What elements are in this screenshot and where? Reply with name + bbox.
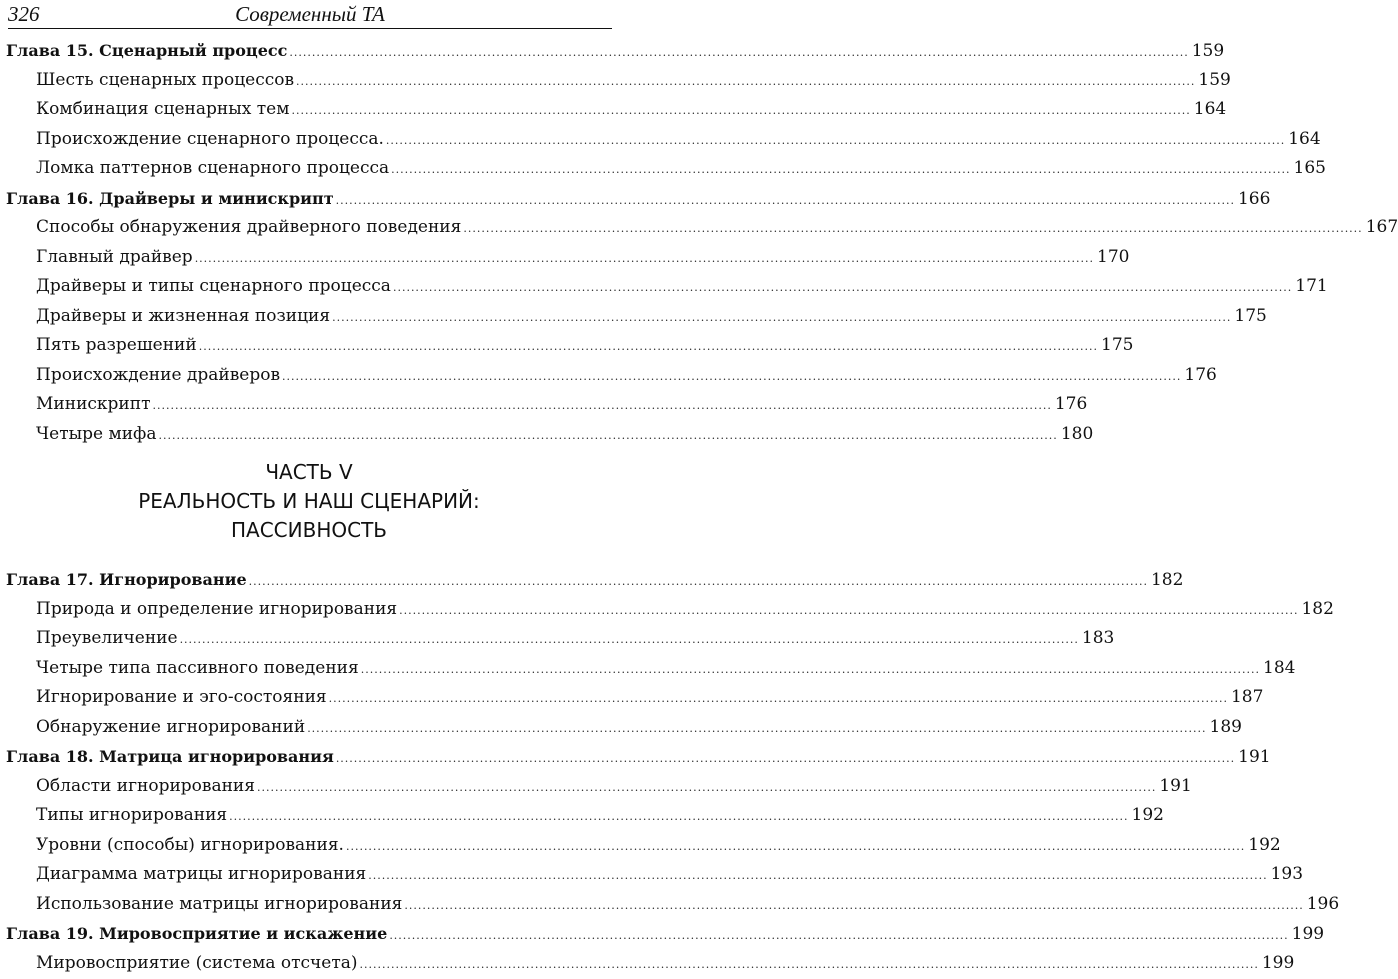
toc-entry-title: Драйверы и типы сценарного процесса xyxy=(6,272,391,302)
toc-page-number: 182 xyxy=(1151,566,1183,596)
toc-page-number: 159 xyxy=(1192,37,1224,67)
toc-page-number: 171 xyxy=(1295,272,1327,302)
toc-entry-title: Глава 17. Игнорирование xyxy=(6,565,247,595)
toc-entry-title: Четыре мифа xyxy=(6,420,156,450)
toc-dot-leader: ........................................................................................................................................................................................................ xyxy=(249,567,1148,597)
toc-dot-leader: ........................................................................................................................................................................................................ xyxy=(386,126,1285,156)
toc-entry-title: Уровни (способы) игнорирования. xyxy=(6,831,344,861)
toc-section-entry xyxy=(6,831,612,861)
toc-entry-title: Минискрипт xyxy=(6,390,151,420)
toc-block-part4 xyxy=(6,36,612,449)
toc-section-entry xyxy=(6,772,612,802)
toc-page-number: 167 xyxy=(1366,213,1398,243)
toc-entry-title: Главный драйвер xyxy=(6,243,193,273)
toc-section-entry xyxy=(6,243,612,273)
toc-section-entry xyxy=(6,595,612,625)
page-number: 326 xyxy=(8,2,40,27)
toc-entry-title: Диаграмма матрицы игнорирования xyxy=(6,860,366,890)
toc-page-number: 166 xyxy=(1238,185,1270,215)
toc-entry-title: Ломка паттернов сценарного процесса xyxy=(6,154,389,184)
toc-dot-leader: ........................................................................................................................................................................................................ xyxy=(195,244,1094,274)
toc-dot-leader: ........................................................................................................................................................................................................ xyxy=(336,744,1235,774)
toc-dot-leader: ........................................................................................................................................................................................................ xyxy=(329,684,1228,714)
toc-page-number: 193 xyxy=(1271,860,1303,890)
toc-entry-title: Происхождение сценарного процесса. xyxy=(6,125,384,155)
toc-dot-leader: ........................................................................................................................................................................................................ xyxy=(158,421,1057,451)
toc-page-number: 182 xyxy=(1301,595,1333,625)
toc-entry-title: Четыре типа пассивного поведения xyxy=(6,654,359,684)
toc-chapter-entry xyxy=(6,742,612,772)
toc-entry-title: Мировосприятие (система отсчета) xyxy=(6,949,358,979)
toc-page-number: 199 xyxy=(1292,920,1324,950)
toc-page-number: 189 xyxy=(1210,713,1242,743)
toc-dot-leader: ........................................................................................................................................................................................................ xyxy=(257,773,1156,803)
toc-dot-leader: ........................................................................................................................................................................................................ xyxy=(391,155,1290,185)
toc-section-entry xyxy=(6,860,612,890)
toc-section-entry xyxy=(6,66,612,96)
toc-dot-leader: ........................................................................................................................................................................................................ xyxy=(389,921,1288,951)
toc-section-entry xyxy=(6,890,612,920)
toc-section-entry xyxy=(6,713,612,743)
toc-entry-title: Способы обнаружения драйверного поведения xyxy=(6,213,461,243)
toc-entry-title: Глава 15. Сценарный процесс xyxy=(6,36,287,66)
toc-section-entry xyxy=(6,654,612,684)
toc-page-number: 180 xyxy=(1061,420,1093,450)
toc-dot-leader: ........................................................................................................................................................................................................ xyxy=(229,802,1128,832)
toc-block-part5 xyxy=(6,565,612,978)
toc-entry-title: Пять разрешений xyxy=(6,331,197,361)
toc-dot-leader: ........................................................................................................................................................................................................ xyxy=(296,67,1195,97)
toc-dot-leader: ........................................................................................................................................................................................................ xyxy=(404,891,1303,921)
toc-page-number: 191 xyxy=(1238,743,1270,773)
toc-page-number: 176 xyxy=(1184,361,1216,391)
toc-dot-leader: ........................................................................................................................................................................................................ xyxy=(307,714,1206,744)
toc-section-entry xyxy=(6,683,612,713)
toc-entry-title: Происхождение драйверов xyxy=(6,361,280,391)
toc-page-number: 165 xyxy=(1294,154,1326,184)
toc-entry-title: Комбинация сценарных тем xyxy=(6,95,289,125)
toc-section-entry xyxy=(6,302,612,332)
toc-page-number: 191 xyxy=(1159,772,1191,802)
toc-page-number: 164 xyxy=(1288,125,1320,155)
toc-page-number: 175 xyxy=(1101,331,1133,361)
toc-dot-leader: ........................................................................................................................................................................................................ xyxy=(346,832,1245,862)
toc-section-entry xyxy=(6,361,612,391)
toc-section-entry xyxy=(6,420,612,450)
toc-dot-leader: ........................................................................................................................................................................................................ xyxy=(282,362,1181,392)
toc-page-number: 199 xyxy=(1262,949,1294,979)
toc-page-number: 192 xyxy=(1248,831,1280,861)
toc-entry-title: Игнорирование и эго-состояния xyxy=(6,683,327,713)
toc-section-entry xyxy=(6,331,612,361)
toc-page-number: 183 xyxy=(1082,624,1114,654)
toc-dot-leader: ........................................................................................................................................................................................................ xyxy=(368,861,1267,891)
toc-dot-leader: ........................................................................................................................................................................................................ xyxy=(393,273,1292,303)
toc-chapter-entry xyxy=(6,919,612,949)
toc-page-number: 159 xyxy=(1198,66,1230,96)
part-title-line1: РЕАЛЬНОСТЬ И НАШ СЦЕНАРИЙ: xyxy=(6,487,612,516)
toc-section-entry xyxy=(6,949,612,979)
toc-page-number: 164 xyxy=(1194,95,1226,125)
toc-page-number: 187 xyxy=(1231,683,1263,713)
toc-page-number: 170 xyxy=(1097,243,1129,273)
toc-dot-leader: ........................................................................................................................................................................................................ xyxy=(199,332,1098,362)
toc-page-number: 196 xyxy=(1307,890,1339,920)
toc-dot-leader: ........................................................................................................................................................................................................ xyxy=(291,96,1190,126)
part-title-line2: ПАССИВНОСТЬ xyxy=(6,516,612,545)
toc-entry-title: Глава 18. Матрица игнорирования xyxy=(6,742,334,772)
toc-dot-leader: ........................................................................................................................................................................................................ xyxy=(153,391,1052,421)
running-title: Современный ТА xyxy=(8,2,612,27)
toc-dot-leader: ........................................................................................................................................................................................................ xyxy=(361,655,1260,685)
toc-page-number: 175 xyxy=(1234,302,1266,332)
toc-entry-title: Драйверы и жизненная позиция xyxy=(6,302,330,332)
toc-entry-title: Шесть сценарных процессов xyxy=(6,66,294,96)
toc-entry-title: Преувеличение xyxy=(6,624,178,654)
toc-chapter-entry xyxy=(6,565,612,595)
toc-section-entry xyxy=(6,125,612,155)
toc-chapter-entry xyxy=(6,36,612,66)
toc-section-entry xyxy=(6,154,612,184)
toc-section-entry xyxy=(6,272,612,302)
part-heading xyxy=(6,458,612,545)
toc-dot-leader: ........................................................................................................................................................................................................ xyxy=(180,625,1079,655)
toc-section-entry xyxy=(6,801,612,831)
toc-entry-title: Природа и определение игнорирования xyxy=(6,595,397,625)
toc-section-entry xyxy=(6,213,612,243)
toc-page-number: 176 xyxy=(1055,390,1087,420)
toc-entry-title: Типы игнорирования xyxy=(6,801,227,831)
toc-dot-leader: ........................................................................................................................................................................................................ xyxy=(463,214,1362,244)
running-header xyxy=(8,0,612,29)
toc-entry-title: Использование матрицы игнорирования xyxy=(6,890,402,920)
toc-chapter-entry xyxy=(6,184,612,214)
part-number: ЧАСТЬ V xyxy=(6,458,612,487)
toc-dot-leader: ........................................................................................................................................................................................................ xyxy=(332,303,1231,333)
toc-entry-title: Глава 19. Мировосприятие и искажение xyxy=(6,919,387,949)
toc-entry-title: Обнаружение игнорирований xyxy=(6,713,305,743)
toc-section-entry xyxy=(6,390,612,420)
toc-page-number: 192 xyxy=(1132,801,1164,831)
toc-entry-title: Глава 16. Драйверы и минискрипт xyxy=(6,184,334,214)
toc-dot-leader: ........................................................................................................................................................................................................ xyxy=(399,596,1298,626)
toc-dot-leader: ........................................................................................................................................................................................................ xyxy=(289,38,1188,68)
toc-entry-title: Области игнорирования xyxy=(6,772,255,802)
toc-dot-leader: ........................................................................................................................................................................................................ xyxy=(360,950,1259,979)
toc-page-number: 184 xyxy=(1263,654,1295,684)
toc-section-entry xyxy=(6,95,612,125)
toc-dot-leader: ........................................................................................................................................................................................................ xyxy=(336,186,1235,216)
toc-section-entry xyxy=(6,624,612,654)
